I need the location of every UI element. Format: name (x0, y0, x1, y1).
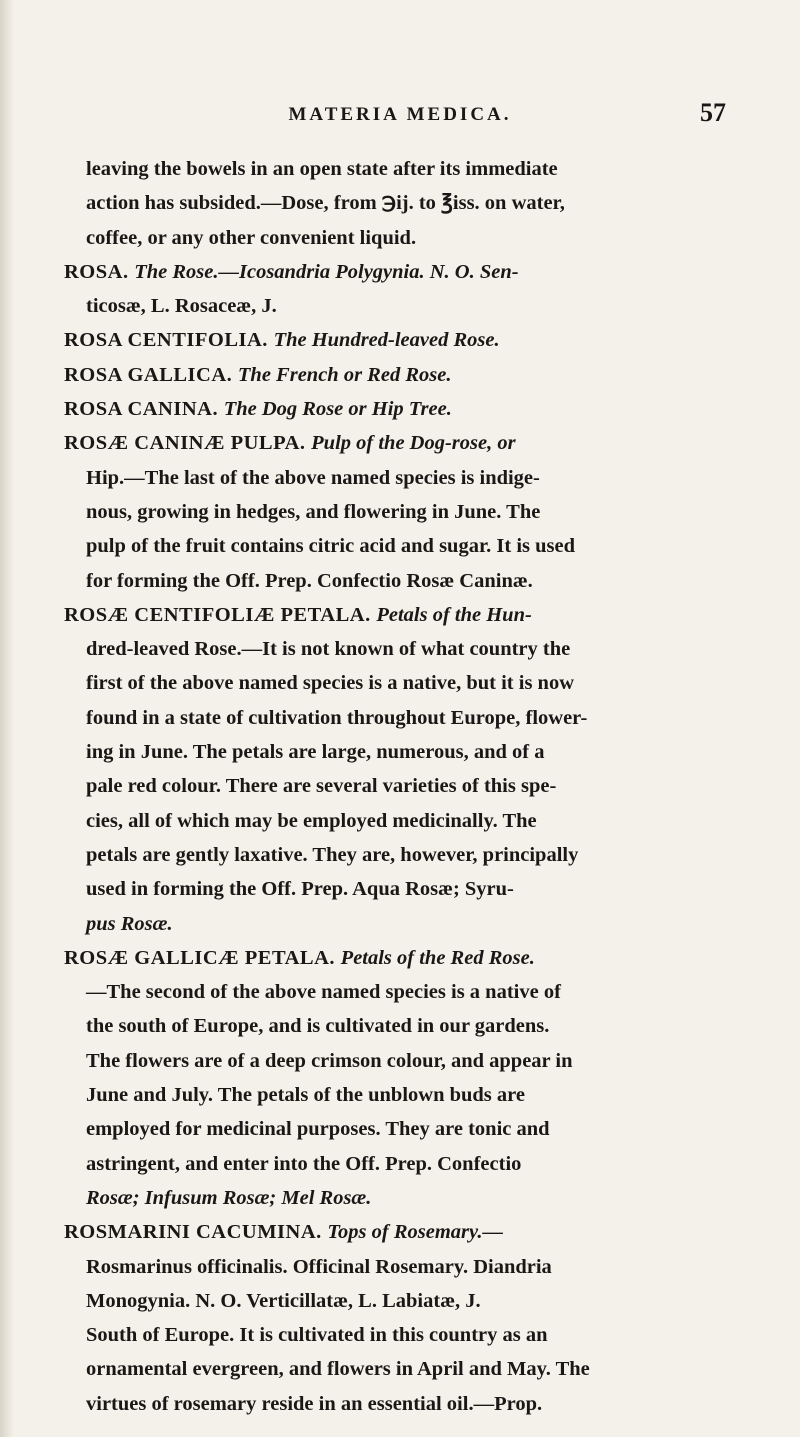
text-line: The Hundred-leaved Rose. (273, 329, 500, 352)
entry-rosa (64, 255, 724, 324)
text-line: The Rose.—Icosandria Polygynia. N. O. Sen- (134, 260, 519, 283)
text-line: dred-leaved Rose.—It is not known of what country the (86, 638, 571, 661)
text-line: Pulp of the Dog-rose, or (311, 432, 516, 455)
text-line: The French or Red Rose. (237, 363, 452, 386)
text-line: coffee, or any other convenient liquid. (86, 226, 417, 249)
text-line: Rosæ; Infusum Rosæ; Mel Rosæ. (86, 1186, 372, 1209)
text-line: action has subsided.—Dose, from ℈ij. to ℥iss. on water, (86, 192, 565, 215)
entry-heading: ROSA GALLICA. (64, 363, 238, 386)
text-line: the south of Europe, and is cultivated in our gardens. (86, 1015, 550, 1038)
running-head-title: MATERIA MEDICA. (288, 104, 512, 125)
text-line: used in forming the Off. Prep. Aqua Rosæ; Syru- (86, 878, 514, 901)
entry-heading: ROSA. (64, 260, 135, 283)
text-line: astringent, and enter into the Off. Prep. Confectio (86, 1152, 522, 1175)
text-line: found in a state of cultivation throughout Europe, flower- (86, 706, 588, 729)
entry-heading: ROSMARINI CACUMINA. (64, 1221, 328, 1244)
text-line: Petals of the Red Rose. (340, 946, 535, 969)
text-line: South of Europe. It is cultivated in this country as an (86, 1324, 548, 1347)
page-number: 57 (700, 98, 726, 127)
text-line: pulp of the fruit contains citric acid and sugar. It is used (86, 535, 576, 558)
text-line: —The second of the above named species is a native of (86, 981, 561, 1004)
entry-heading: ROSÆ GALLICÆ PETALA. (64, 946, 341, 969)
text-line: cies, all of which may be employed medicinally. The (86, 809, 537, 832)
text-line: nous, growing in hedges, and flowering in June. The (86, 500, 541, 523)
text-line: Tops of Rosemary.— (327, 1221, 503, 1244)
text-line: The Dog Rose or Hip Tree. (223, 398, 452, 421)
entry-heading: ROSA CANINA. (64, 398, 224, 421)
text-line: Petals of the Hun- (376, 603, 532, 626)
entry-rosae-centifoliae-petala (64, 598, 724, 941)
text-line: Monogynia. N. O. Verticillatæ, L. Labiatæ, J. (86, 1289, 481, 1312)
page-binding-shadow (0, 0, 14, 1437)
text-line: Rosmarinus officinalis. Officinal Rosemary. Diandria (86, 1255, 552, 1278)
text-line: ticosæ, L. Rosaceæ, J. (86, 295, 277, 318)
text-line: leaving the bowels in an open state after its immediate (86, 158, 558, 180)
entry-heading: ROSÆ CANINÆ PULPA. (64, 432, 312, 455)
text-line: June and July. The petals of the unblown buds are (86, 1084, 525, 1107)
text-line: petals are gently laxative. They are, however, principally (86, 843, 579, 866)
entry-rosmarini-cacumina (64, 1215, 724, 1421)
text-line: pale red colour. There are several varieties of this spe- (86, 775, 557, 798)
running-head (0, 98, 800, 132)
entry-rosa-gallica (64, 358, 724, 392)
entry-heading: ROSA CENTIFOLIA. (64, 329, 274, 352)
text-line: ing in June. The petals are large, numerous, and of a (86, 741, 545, 764)
entry-heading: ROSÆ CENTIFOLIÆ PETALA. (64, 603, 377, 626)
entry-rosae-caninae-pulpa (64, 426, 724, 597)
page-body (64, 152, 724, 1421)
text-line: first of the above named species is a native, but it is now (86, 672, 575, 695)
entry-leaving (64, 152, 724, 255)
entry-rosa-centifolia (64, 323, 724, 357)
text-line: Hip.—The last of the above named species is indige- (86, 466, 540, 489)
text-line: virtues of rosemary reside in an essential oil.—Prop. (86, 1392, 543, 1415)
text-line: The flowers are of a deep crimson colour, and appear in (86, 1049, 573, 1072)
text-line: ornamental evergreen, and flowers in April and May. The (86, 1358, 590, 1381)
text-line: employed for medicinal purposes. They are tonic and (86, 1118, 550, 1141)
text-line: for forming the Off. Prep. Confectio Rosæ Caninæ. (86, 569, 533, 592)
entry-rosa-canina (64, 392, 724, 426)
entry-rosae-gallicae-petala (64, 941, 724, 1215)
text-line: pus Rosæ. (86, 912, 173, 935)
